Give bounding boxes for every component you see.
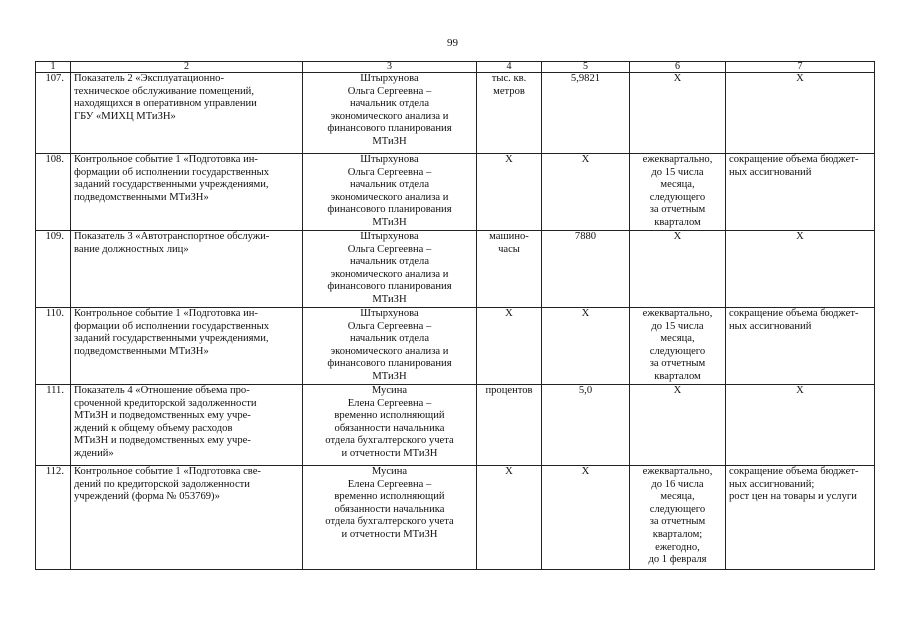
table-row bbox=[36, 73, 875, 154]
risk-description-line: ных ассигнований bbox=[729, 166, 812, 178]
deadline-line: Х bbox=[673, 73, 682, 84]
row-number: 107. bbox=[36, 73, 71, 154]
risk-description bbox=[726, 73, 875, 154]
deadline-line: до 1 февраля bbox=[648, 554, 707, 566]
indicator-name-line: заданий государственными учреждениями, bbox=[74, 333, 269, 345]
responsible-person-line: Мусина bbox=[371, 466, 408, 477]
risk-description-line: Х bbox=[796, 73, 804, 84]
responsible-person bbox=[303, 73, 477, 154]
responsible-person bbox=[303, 466, 477, 570]
planned-value: 5,0 bbox=[542, 385, 630, 466]
indicator-name bbox=[71, 231, 303, 308]
risk-description bbox=[726, 231, 875, 308]
indicator-name-line: ГБУ «МИХЦ МТиЗН» bbox=[74, 110, 176, 122]
indicator-name-line: формации об исполнении государственных bbox=[74, 166, 270, 178]
responsible-person-line: и отчетности МТиЗН bbox=[341, 528, 438, 540]
risk-description bbox=[726, 466, 875, 570]
table-row bbox=[36, 308, 875, 385]
unit-of-measure-line: машино- bbox=[489, 231, 529, 242]
unit-of-measure-line: часы bbox=[498, 243, 520, 255]
responsible-person-line: МТиЗН bbox=[372, 370, 407, 382]
deadline-line: кварталом; bbox=[652, 528, 703, 540]
table-row bbox=[36, 231, 875, 308]
responsible-person-line: финансового планирования bbox=[327, 281, 452, 293]
responsible-person-line: экономического анализа и bbox=[330, 345, 449, 357]
deadline bbox=[630, 466, 726, 570]
deadline-line: ежеквартально, bbox=[642, 308, 713, 319]
table-row bbox=[36, 154, 875, 231]
responsible-person-line: экономического анализа и bbox=[330, 110, 449, 122]
deadline bbox=[630, 385, 726, 466]
deadline-line: месяца, bbox=[660, 333, 695, 345]
responsible-person-line: финансового планирования bbox=[327, 123, 452, 135]
responsible-person-line: начальник отдела bbox=[349, 333, 430, 345]
deadline-line: кварталом bbox=[654, 370, 701, 382]
risk-description-line: Х bbox=[796, 385, 804, 396]
indicator-name bbox=[71, 308, 303, 385]
responsible-person-line: временно исполняющий bbox=[334, 491, 445, 503]
responsible-person-line: Ольга Сергеевна – bbox=[347, 243, 432, 255]
deadline-line: ежеквартально, bbox=[642, 154, 713, 165]
page-number: 99 bbox=[447, 37, 458, 49]
unit-of-measure bbox=[477, 385, 542, 466]
responsible-person-line: Ольга Сергеевна – bbox=[347, 320, 432, 332]
deadline-line: Х bbox=[673, 231, 682, 242]
indicator-name-line: заданий государственными учреждениями, bbox=[74, 179, 269, 191]
indicator-name-line: ждений к общему объему расходов bbox=[74, 422, 233, 434]
indicator-name bbox=[71, 466, 303, 570]
deadline bbox=[630, 231, 726, 308]
indicator-name-line: подведомственными МТиЗН» bbox=[74, 191, 209, 203]
responsible-person-line: МТиЗН bbox=[372, 293, 407, 305]
deadline-line: следующего bbox=[649, 191, 706, 203]
indicator-name-line: МТиЗН и подведомственных ему учре- bbox=[74, 435, 251, 447]
responsible-person-line: отдела бухгалтерского учета bbox=[325, 516, 454, 528]
responsible-person bbox=[303, 154, 477, 231]
responsible-person-line: отдела бухгалтерского учета bbox=[325, 435, 454, 447]
column-header: 5 bbox=[542, 62, 630, 73]
deadline-line: следующего bbox=[649, 503, 706, 515]
responsible-person-line: Ольга Сергеевна – bbox=[347, 85, 432, 97]
responsible-person-line: Ольга Сергеевна – bbox=[347, 166, 432, 178]
risk-description bbox=[726, 385, 875, 466]
planned-value: 5,9821 bbox=[542, 73, 630, 154]
indicator-name-line: формации об исполнении государственных bbox=[74, 320, 270, 332]
planned-value: Х bbox=[542, 154, 630, 231]
unit-of-measure bbox=[477, 73, 542, 154]
unit-of-measure-line: тыс. кв. bbox=[491, 73, 527, 84]
indicator-name-line: ждений» bbox=[74, 447, 114, 459]
indicator-name-line: сроченной кредиторской задолженности bbox=[74, 397, 257, 409]
indicator-name-line: Показатель 3 «Автотранспортное обслужи- bbox=[74, 231, 270, 242]
indicator-name-line: Контрольное событие 1 «Подготовка ин- bbox=[74, 308, 258, 319]
row-number: 112. bbox=[36, 466, 71, 570]
deadline-line: ежегодно, bbox=[655, 541, 700, 553]
indicators-table bbox=[35, 61, 875, 570]
unit-of-measure bbox=[477, 308, 542, 385]
deadline-line: за отчетным bbox=[649, 358, 706, 370]
responsible-person-line: начальник отдела bbox=[349, 179, 430, 191]
responsible-person-line: Штырхунова bbox=[360, 308, 419, 319]
risk-description-line: рост цен на товары и услуги bbox=[729, 491, 857, 503]
responsible-person-line: Штырхунова bbox=[360, 231, 419, 242]
indicator-name-line: техническое обслуживание помещений, bbox=[74, 85, 254, 97]
column-header: 2 bbox=[71, 62, 303, 73]
column-number-row bbox=[36, 62, 875, 73]
indicator-name-line: дений по кредиторской задолженности bbox=[74, 478, 250, 490]
indicator-name bbox=[71, 73, 303, 154]
deadline-line: кварталом bbox=[654, 216, 701, 228]
unit-of-measure bbox=[477, 154, 542, 231]
responsible-person-line: Елена Сергеевна – bbox=[347, 397, 432, 409]
deadline-line: до 15 числа bbox=[651, 166, 704, 178]
unit-of-measure bbox=[477, 231, 542, 308]
indicator-name-line: Контрольное событие 1 «Подготовка ин- bbox=[74, 154, 258, 165]
deadline-line: месяца, bbox=[660, 179, 695, 191]
deadline-line: за отчетным bbox=[649, 516, 706, 528]
responsible-person-line: финансового планирования bbox=[327, 358, 452, 370]
row-number: 108. bbox=[36, 154, 71, 231]
unit-of-measure bbox=[477, 466, 542, 570]
unit-of-measure-line: Х bbox=[505, 308, 513, 319]
unit-of-measure-line: процентов bbox=[485, 385, 533, 396]
column-header: 1 bbox=[36, 62, 71, 73]
deadline-line: до 15 числа bbox=[651, 320, 704, 332]
deadline-line: месяца, bbox=[660, 491, 695, 503]
column-header: 3 bbox=[303, 62, 477, 73]
indicator-name-line: учреждений (форма № 053769)» bbox=[74, 491, 220, 503]
risk-description bbox=[726, 308, 875, 385]
responsible-person-line: Штырхунова bbox=[360, 154, 419, 165]
indicator-name-line: подведомственными МТиЗН» bbox=[74, 345, 209, 357]
deadline-line: ежеквартально, bbox=[642, 466, 713, 477]
indicator-name bbox=[71, 385, 303, 466]
responsible-person-line: и отчетности МТиЗН bbox=[341, 447, 438, 459]
risk-description-line: ных ассигнований; bbox=[729, 478, 815, 490]
responsible-person-line: обязанности начальника bbox=[334, 422, 445, 434]
responsible-person-line: временно исполняющий bbox=[334, 410, 445, 422]
responsible-person-line: МТиЗН bbox=[372, 216, 407, 228]
indicator-name-line: Показатель 2 «Эксплуатационно- bbox=[74, 73, 224, 84]
responsible-person bbox=[303, 385, 477, 466]
indicator-name-line: находящихся в оперативном управлении bbox=[74, 98, 257, 110]
table-row bbox=[36, 385, 875, 466]
deadline bbox=[630, 308, 726, 385]
responsible-person-line: МТиЗН bbox=[372, 135, 407, 147]
unit-of-measure-line: метров bbox=[493, 85, 525, 97]
indicator-name-line: МТиЗН и подведомственных ему учре- bbox=[74, 410, 251, 422]
responsible-person-line: Мусина bbox=[371, 385, 408, 396]
column-header: 6 bbox=[630, 62, 726, 73]
risk-description-line: сокращение объема бюджет- bbox=[729, 154, 859, 165]
risk-description-line: ных ассигнований bbox=[729, 320, 812, 332]
responsible-person-line: обязанности начальника bbox=[334, 503, 445, 515]
responsible-person-line: Елена Сергеевна – bbox=[347, 478, 432, 490]
unit-of-measure-line: Х bbox=[505, 466, 513, 477]
deadline-line: Х bbox=[673, 385, 682, 396]
responsible-person bbox=[303, 231, 477, 308]
column-header: 4 bbox=[477, 62, 542, 73]
planned-value: Х bbox=[542, 308, 630, 385]
responsible-person-line: начальник отдела bbox=[349, 256, 430, 268]
indicator-name-line: вание должностных лиц» bbox=[74, 243, 189, 255]
deadline bbox=[630, 73, 726, 154]
deadline-line: за отчетным bbox=[649, 204, 706, 216]
indicator-name-line: Контрольное событие 1 «Подготовка све- bbox=[74, 466, 261, 477]
indicator-name bbox=[71, 154, 303, 231]
deadline-line: следующего bbox=[649, 345, 706, 357]
unit-of-measure-line: Х bbox=[505, 154, 513, 165]
planned-value: 7880 bbox=[542, 231, 630, 308]
row-number: 110. bbox=[36, 308, 71, 385]
risk-description-line: сокращение объема бюджет- bbox=[729, 466, 859, 477]
responsible-person bbox=[303, 308, 477, 385]
risk-description-line: сокращение объема бюджет- bbox=[729, 308, 859, 319]
responsible-person-line: экономического анализа и bbox=[330, 191, 449, 203]
responsible-person-line: Штырхунова bbox=[360, 73, 419, 84]
deadline bbox=[630, 154, 726, 231]
planned-value: Х bbox=[542, 466, 630, 570]
indicator-name-line: Показатель 4 «Отношение объема про- bbox=[74, 385, 250, 396]
row-number: 109. bbox=[36, 231, 71, 308]
table-row bbox=[36, 466, 875, 570]
column-header: 7 bbox=[726, 62, 875, 73]
deadline-line: до 16 числа bbox=[651, 478, 704, 490]
row-number: 111. bbox=[36, 385, 71, 466]
risk-description-line: Х bbox=[796, 231, 804, 242]
responsible-person-line: начальник отдела bbox=[349, 98, 430, 110]
responsible-person-line: экономического анализа и bbox=[330, 268, 449, 280]
responsible-person-line: финансового планирования bbox=[327, 204, 452, 216]
risk-description bbox=[726, 154, 875, 231]
